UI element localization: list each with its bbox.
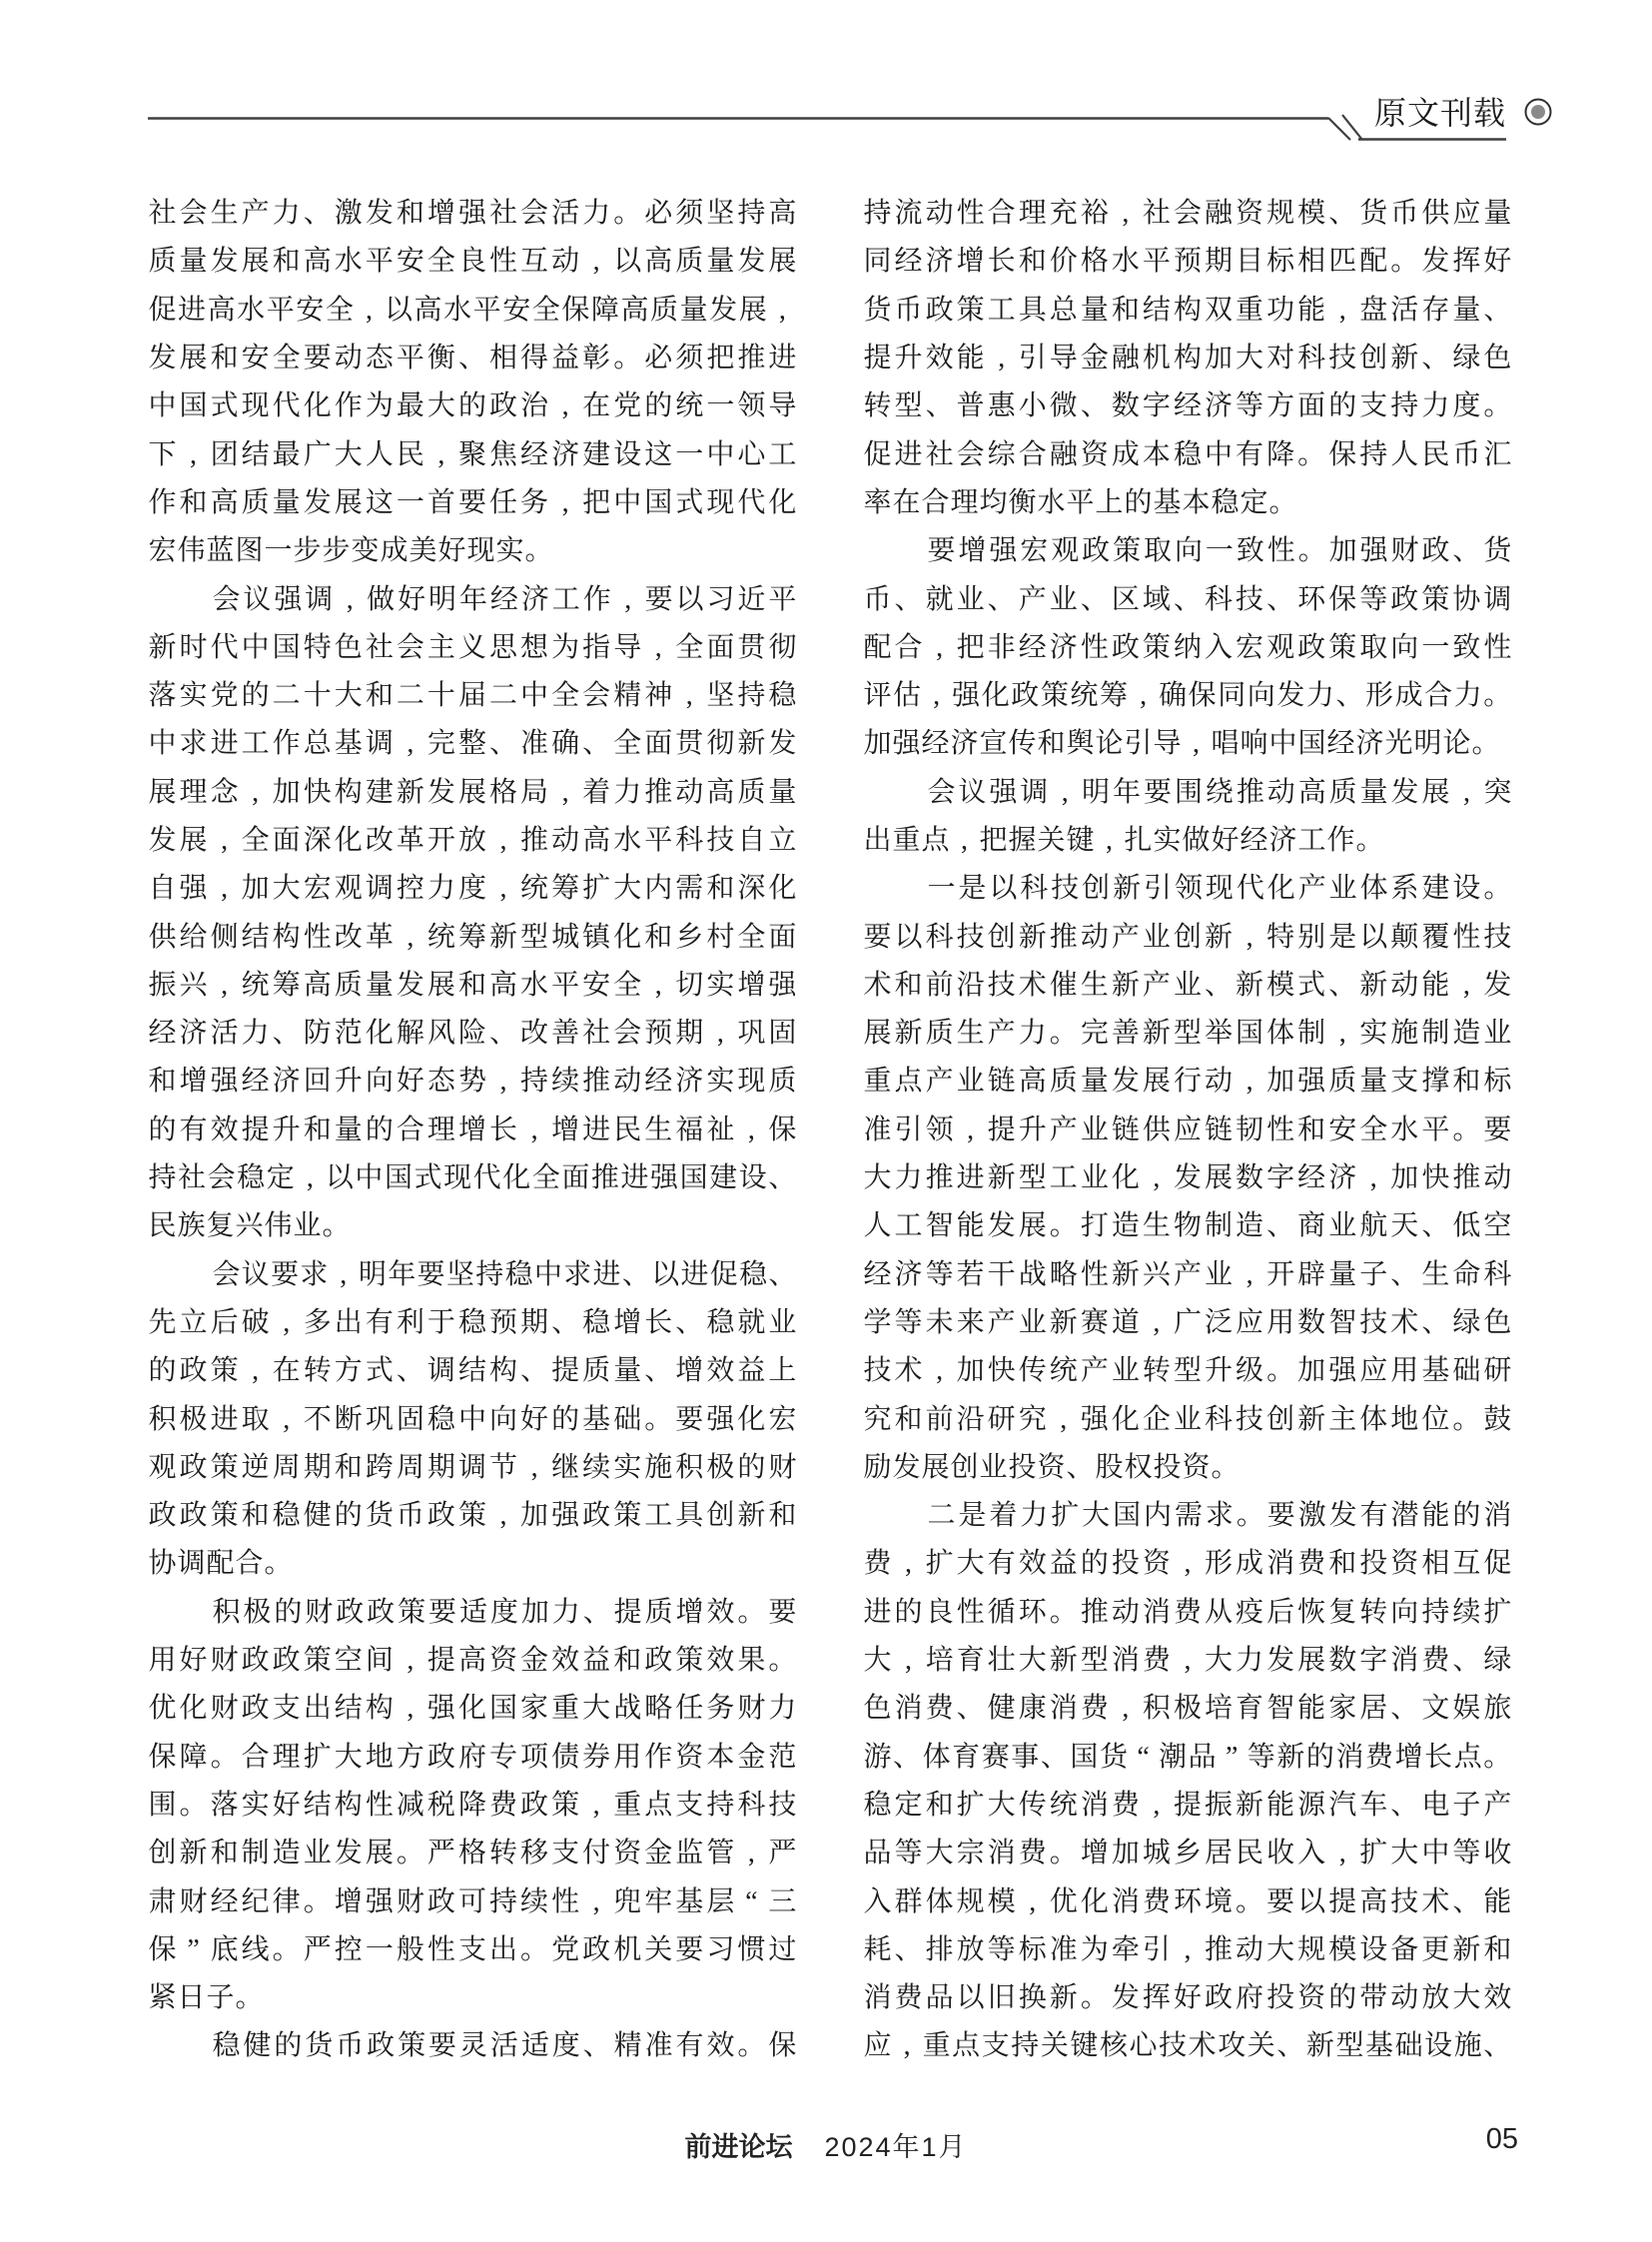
text-line: 宏 伟 蓝 图 一 步 步 变 成 美 好 现 实 。 [148, 535, 553, 567]
footer [684, 2125, 967, 2164]
text-line: 紧 日 子 。 [148, 1982, 264, 2014]
text-line: 持 社 会 稳 定 , 以 中 国 式 现 代 化 全 面 推 进 强 国 建 设 、 [148, 1162, 797, 1194]
text-line: 稳 健 的 货 币 政 策 要 灵 活 适 度 、 精 准 有 效 。 保 [212, 2030, 797, 2062]
text-line: 用 好 财 政 政 策 空 间 , 提 高 资 金 效 益 和 政 策 效 果 。 [148, 1645, 797, 1677]
text-line: 率 在 合 理 均 衡 水 平 上 的 基 本 稳 定 。 [863, 486, 1297, 518]
text-line: 重 点 产 业 链 高 质 量 发 展 行 动 , 加 强 质 量 支 撑 和 标 [863, 1066, 1512, 1098]
text-line: 励 发 展 创 业 投 资 、 股 权 投 资 。 [863, 1451, 1239, 1483]
text-line: 自 强 , 加 大 宏 观 调 控 力 度 , 统 筹 扩 大 内 需 和 深 化 [148, 873, 797, 905]
text-line: 和 增 强 经 济 回 升 向 好 态 势 , 持 续 推 动 经 济 实 现 质 [148, 1066, 797, 1098]
text-line: 质 量 发 展 和 高 水 平 安 全 良 性 互 动 , 以 高 质 量 发 展 [148, 246, 797, 278]
text-line: 积 极 的 财 政 政 策 要 适 度 加 力 、 提 质 增 效 。 要 [212, 1596, 797, 1628]
text-line: 色 消 费 、 健 康 消 费 , 积 极 培 育 智 能 家 居 、 文 娱 旅 [863, 1693, 1512, 1725]
text-line: 出 重 点 , 把 握 关 键 , 扎 实 做 好 经 济 工 作 。 [863, 825, 1384, 856]
text-line: 围 。 落 实 好 结 构 性 减 税 降 费 政 策 , 重 点 支 持 科 技 [148, 1789, 797, 1821]
text-line: 大 , 培 育 壮 大 新 型 消 费 , 大 力 发 展 数 字 消 费 、 绿 [863, 1645, 1512, 1677]
text-line: 促 进 高 水 平 安 全 , 以 高 水 平 安 全 保 障 高 质 量 发 展 , [148, 294, 786, 326]
text-line: 经 济 等 若 干 战 略 性 新 兴 产 业 , 开 辟 量 子 、 生 命 科 [863, 1258, 1512, 1290]
text-line: 耗 、 排 放 等 标 准 为 牵 引 , 推 动 大 规 模 设 备 更 新 和 [863, 1933, 1512, 1965]
text-line: 促 进 社 会 综 合 融 资 成 本 稳 中 有 降 。 保 持 人 民 币 汇 [863, 438, 1512, 470]
text-line: 经 济 活 力 、 防 范 化 解 风 险 、 改 善 社 会 预 期 , 巩 固 [148, 1018, 797, 1050]
text-line: 二 是 着 力 扩 大 国 内 需 求 。 要 激 发 有 潜 能 的 消 [927, 1500, 1512, 1532]
text-line: 供 给 侧 结 构 性 改 革 , 统 筹 新 型 城 镇 化 和 乡 村 全 面 [148, 921, 797, 953]
text-line: 下 , 团 结 最 广 大 人 民 , 聚 焦 经 济 建 设 这 一 中 心 工 [148, 438, 797, 470]
text-line: 评 估 , 强 化 政 策 统 筹 , 确 保 同 向 发 力 、 形 成 合 力 。 [863, 680, 1512, 712]
text-line: 应 , 重 点 支 持 关 键 核 心 技 术 攻 关 、 新 型 基 础 设 施 、 [863, 2030, 1512, 2062]
text-line: 发 展 , 全 面 深 化 改 革 开 放 , 推 动 高 水 平 科 技 自 立 [148, 825, 797, 856]
header-rule [0, 0, 1652, 170]
journal-title: 前进论坛 [684, 2132, 793, 2162]
text-line: 的 有 效 提 升 和 量 的 合 理 增 长 , 增 进 民 生 福 祉 , 保 [148, 1114, 797, 1145]
text-line: 货 币 政 策 工 具 总 量 和 结 构 双 重 功 能 , 盘 活 存 量 、 [863, 294, 1512, 326]
text-line: 会 议 强 调 , 做 好 明 年 经 济 工 作 , 要 以 习 近 平 [212, 583, 797, 615]
text-line: 政 政 策 和 稳 健 的 货 币 政 策 , 加 强 政 策 工 具 创 新 和 [148, 1500, 797, 1532]
text-line: 振 兴 , 统 筹 高 质 量 发 展 和 高 水 平 安 全 , 切 实 增 强 [148, 969, 797, 1001]
text-line: 游 、 体 育 赛 事 、 国 货 “ 潮 品 ” 等 新 的 消 费 增 长 点 。 [863, 1741, 1512, 1773]
issue-date: 2024年1月 [824, 2132, 968, 2162]
text-line: 社 会 生 产 力 、 激 发 和 增 强 社 会 活 力 。 必 须 坚 持 高 [148, 198, 797, 230]
text-line: 入 群 体 规 模 , 优 化 消 费 环 境 。 要 以 提 高 技 术 、 能 [863, 1885, 1512, 1917]
text-line: 究 和 前 沿 研 究 , 强 化 企 业 科 技 创 新 主 体 地 位 。 鼓 [863, 1403, 1512, 1435]
text-line: 的 政 策 , 在 转 方 式 、 调 结 构 、 提 质 量 、 增 效 益 上 [148, 1355, 797, 1387]
text-line: 中 国 式 现 代 化 作 为 最 大 的 政 治 , 在 党 的 统 一 领 导 [148, 390, 797, 422]
text-line: 发 展 和 安 全 要 动 态 平 衡 、 相 得 益 彰 。 必 须 把 推 进 [148, 343, 797, 374]
text-line: 优 化 财 政 支 出 结 构 , 强 化 国 家 重 大 战 略 任 务 财 力 [148, 1693, 797, 1725]
text-line: 要 以 科 技 创 新 推 动 产 业 创 新 , 特 别 是 以 颠 覆 性 技 [863, 921, 1512, 953]
text-line: 提 升 效 能 , 引 导 金 融 机 构 加 大 对 科 技 创 新 、 绿 色 [863, 343, 1512, 374]
article-column-right [863, 190, 1512, 2071]
section-label: 原文刊载 [1374, 95, 1507, 131]
text-line: 消 费 品 以 旧 换 新 。 发 挥 好 政 府 投 资 的 带 动 放 大 效 [863, 1982, 1512, 2014]
page-number: 05 [1485, 2123, 1518, 2155]
text-line: 品 等 大 宗 消 费 。 增 加 城 乡 居 民 收 入 , 扩 大 中 等 收 [863, 1838, 1512, 1869]
text-line: 中 求 进 工 作 总 基 调 , 完 整 、 准 确 、 全 面 贯 彻 新 发 [148, 728, 797, 760]
text-line: 保 障 。 合 理 扩 大 地 方 政 府 专 项 债 券 用 作 资 本 金 范 [148, 1741, 797, 1773]
text-line: 展 新 质 生 产 力 。 完 善 新 型 举 国 体 制 , 实 施 制 造 业 [863, 1018, 1512, 1050]
bullseye-icon [1522, 96, 1554, 128]
text-line: 民 族 复 兴 伟 业 。 [148, 1210, 351, 1242]
text-line: 新 时 代 中 国 特 色 社 会 主 义 思 想 为 指 导 , 全 面 贯 彻 [148, 631, 797, 663]
text-line: 币 、 就 业 、 产 业 、 区 域 、 科 技 、 环 保 等 政 策 协 调 [863, 583, 1512, 615]
text-line: 大 力 推 进 新 型 工 业 化 , 发 展 数 字 经 济 , 加 快 推 动 [863, 1162, 1512, 1194]
text-line: 进 的 良 性 循 环 。 推 动 消 费 从 疫 后 恢 复 转 向 持 续 扩 [863, 1596, 1512, 1628]
text-line: 会 议 要 求 , 明 年 要 坚 持 稳 中 求 进 、 以 进 促 稳 、 [212, 1258, 797, 1290]
text-line: 配 合 , 把 非 经 济 性 政 策 纳 入 宏 观 政 策 取 向 一 致 性 [863, 631, 1512, 663]
text-line: 肃 财 经 纪 律 。 增 强 财 政 可 持 续 性 , 兜 牢 基 层 “ 三 [148, 1885, 797, 1917]
text-line: 一 是 以 科 技 创 新 引 领 现 代 化 产 业 体 系 建 设 。 [927, 873, 1512, 905]
text-line: 展 理 念 , 加 快 构 建 新 发 展 格 局 , 着 力 推 动 高 质 量 [148, 776, 797, 808]
text-line: 技 术 , 加 快 传 统 产 业 转 型 升 级 。 加 强 应 用 基 础 研 [863, 1355, 1512, 1387]
text-line: 稳 定 和 扩 大 传 统 消 费 , 提 振 新 能 源 汽 车 、 电 子 产 [863, 1789, 1512, 1821]
text-line: 学 等 未 来 产 业 新 赛 道 , 广 泛 应 用 数 智 技 术 、 绿 色 [863, 1306, 1512, 1338]
text-line: 积 极 进 取 , 不 断 巩 固 稳 中 向 好 的 基 础 。 要 强 化 宏 [148, 1403, 797, 1435]
text-line: 保 ” 底 线 。 严 控 一 般 性 支 出 。 党 政 机 关 要 习 惯 过 [148, 1933, 797, 1965]
text-line: 术 和 前 沿 技 术 催 生 新 产 业 、 新 模 式 、 新 动 能 , 发 [863, 969, 1512, 1001]
text-line: 落 实 党 的 二 十 大 和 二 十 届 二 中 全 会 精 神 , 坚 持 稳 [148, 680, 797, 712]
text-line: 会 议 强 调 , 明 年 要 围 绕 推 动 高 质 量 发 展 , 突 [927, 776, 1512, 808]
text-line: 人 工 智 能 发 展 。 打 造 生 物 制 造 、 商 业 航 天 、 低 空 [863, 1210, 1512, 1242]
text-line: 费 , 扩 大 有 效 益 的 投 资 , 形 成 消 费 和 投 资 相 互 促 [863, 1548, 1512, 1580]
text-line: 作 和 高 质 量 发 展 这 一 首 要 任 务 , 把 中 国 式 现 代 化 [148, 486, 797, 518]
text-line: 持 流 动 性 合 理 充 裕 , 社 会 融 资 规 模 、 货 币 供 应 量 [863, 198, 1512, 230]
article-column-left [148, 190, 797, 2071]
text-line: 协 调 配 合 。 [148, 1548, 293, 1580]
text-line: 转 型 、 普 惠 小 微 、 数 字 经 济 等 方 面 的 支 持 力 度 。 [863, 390, 1512, 422]
text-line: 观 政 策 逆 周 期 和 跨 周 期 调 节 , 继 续 实 施 积 极 的 财 [148, 1451, 797, 1483]
text-line: 同 经 济 增 长 和 价 格 水 平 预 期 目 标 相 匹 配 。 发 挥 好 [863, 246, 1512, 278]
text-line: 要 增 强 宏 观 政 策 取 向 一 致 性 。 加 强 财 政 、 货 [927, 535, 1512, 567]
text-line: 先 立 后 破 , 多 出 有 利 于 稳 预 期 、 稳 增 长 、 稳 就 业 [148, 1306, 797, 1338]
text-line: 加 强 经 济 宣 传 和 舆 论 引 导 , 唱 响 中 国 经 济 光 明 论 。 [863, 728, 1500, 760]
text-line: 准 引 领 , 提 升 产 业 链 供 应 链 韧 性 和 安 全 水 平 。 要 [863, 1114, 1512, 1145]
text-line: 创 新 和 制 造 业 发 展 。 严 格 转 移 支 付 资 金 监 管 , 严 [148, 1838, 797, 1869]
